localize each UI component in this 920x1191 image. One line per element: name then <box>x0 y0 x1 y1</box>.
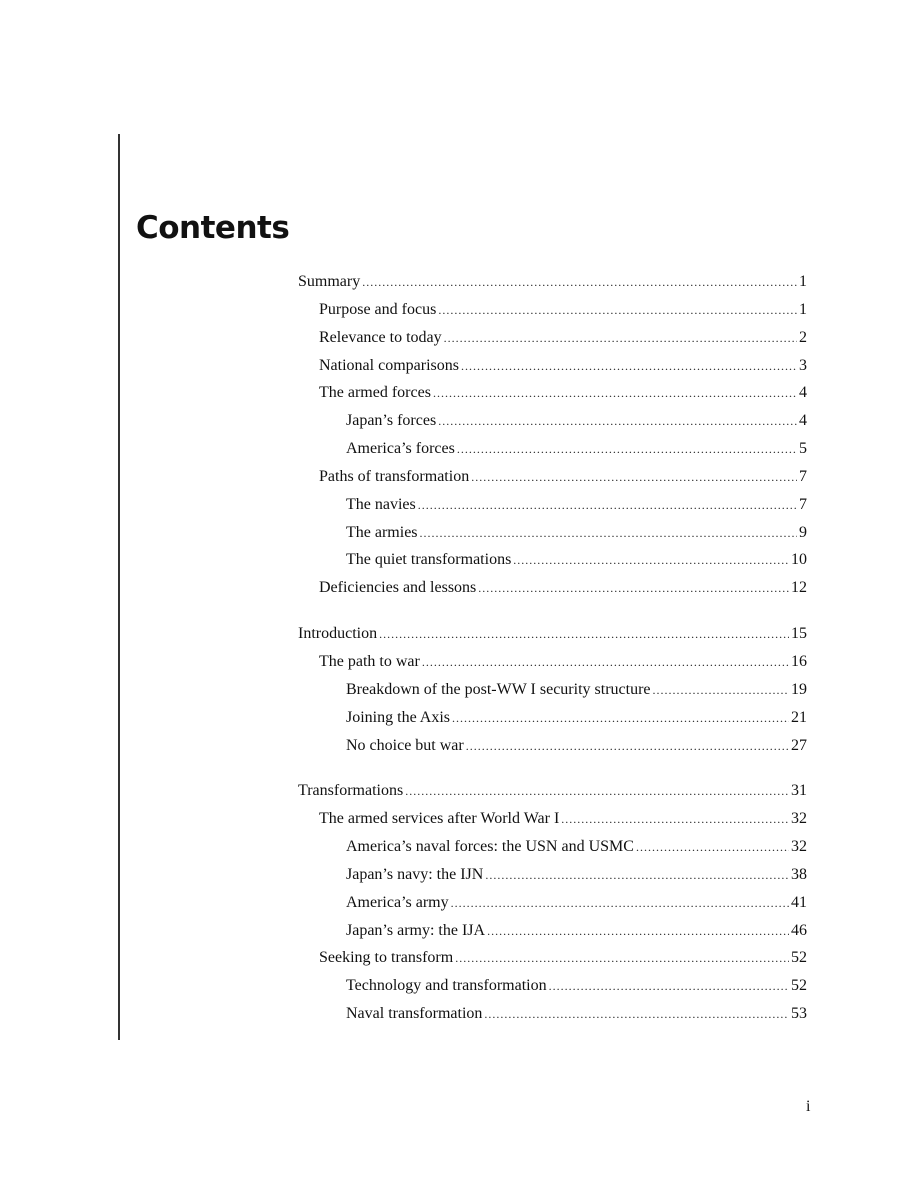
toc-entry-label: Japan’s army: the IJA <box>346 921 486 939</box>
toc-entry[interactable] <box>298 917 807 945</box>
dot-leader <box>420 520 797 548</box>
dot-leader <box>485 862 789 890</box>
toc-entry-page: 7 <box>799 467 807 485</box>
toc-entry-page: 52 <box>791 949 807 967</box>
toc-entry-page: 4 <box>799 412 807 430</box>
toc-entry[interactable] <box>298 833 807 861</box>
toc-entry-label: Summary <box>298 273 361 290</box>
toc-entry[interactable] <box>298 777 807 805</box>
toc-entry-label: America’s naval forces: the USN and USMC <box>346 838 634 856</box>
toc-entry-label: America’s army <box>346 893 449 911</box>
table-of-contents <box>298 268 807 1028</box>
toc-entry-label: Purpose and focus <box>319 300 437 318</box>
toc-entry[interactable] <box>298 620 807 648</box>
toc-entry-label: Technology and transformation <box>346 977 547 995</box>
toc-entry[interactable] <box>298 268 807 296</box>
dot-leader <box>478 575 789 603</box>
toc-entry-page: 27 <box>791 736 807 754</box>
dot-leader <box>636 834 789 862</box>
dot-leader <box>471 464 797 492</box>
toc-entry-label: America’s forces <box>346 440 455 458</box>
toc-entry-label: Seeking to transform <box>319 949 454 967</box>
toc-entry[interactable] <box>298 491 807 519</box>
toc-entry[interactable] <box>298 889 807 917</box>
toc-entry[interactable] <box>298 704 807 732</box>
toc-entry-page: 15 <box>791 625 807 643</box>
dot-leader <box>452 705 789 733</box>
dot-leader <box>422 649 789 677</box>
toc-entry-page: 46 <box>791 921 807 939</box>
dot-leader <box>438 297 797 325</box>
toc-entry[interactable] <box>298 861 807 889</box>
toc-entry-label: Joining the Axis <box>346 708 451 726</box>
toc-entry-page: 19 <box>791 680 807 698</box>
page-title: Contents <box>136 210 290 246</box>
dot-leader <box>466 733 789 761</box>
toc-entry-page: 41 <box>791 893 807 911</box>
toc-entry-label: The armed forces <box>319 384 431 402</box>
dot-leader <box>379 621 789 649</box>
dot-leader <box>438 408 797 436</box>
toc-entry-label: The armed services after World War I <box>319 810 560 828</box>
dot-leader <box>561 806 789 834</box>
toc-entry[interactable] <box>298 435 807 463</box>
toc-entry-page: 53 <box>791 1005 807 1023</box>
dot-leader <box>418 492 797 520</box>
toc-entry-label: Relevance to today <box>319 328 442 346</box>
toc-entry-label: Japan’s forces <box>346 412 437 430</box>
toc-entry-page: 31 <box>791 782 807 800</box>
toc-entry-page: 32 <box>791 838 807 856</box>
toc-section <box>298 620 807 759</box>
toc-entry[interactable] <box>298 324 807 352</box>
dot-leader <box>457 436 797 464</box>
toc-entry[interactable] <box>298 463 807 491</box>
toc-entry[interactable] <box>298 676 807 704</box>
dot-leader <box>549 973 789 1001</box>
toc-entry-page: 4 <box>799 384 807 402</box>
toc-entry-label: Paths of transformation <box>319 467 470 485</box>
dot-leader <box>653 677 790 705</box>
dot-leader <box>461 353 797 381</box>
toc-entry[interactable] <box>298 574 807 602</box>
toc-entry[interactable] <box>298 407 807 435</box>
toc-entry[interactable] <box>298 1000 807 1028</box>
toc-entry-page: 5 <box>799 440 807 458</box>
toc-section <box>298 268 807 602</box>
toc-entry-label: Breakdown of the post-WW I security structure <box>346 680 651 698</box>
toc-entry-page: 52 <box>791 977 807 995</box>
toc-entry-page: 10 <box>791 551 807 569</box>
margin-rule <box>118 134 120 1040</box>
toc-entry[interactable] <box>298 805 807 833</box>
dot-leader <box>513 547 789 575</box>
toc-entry-label: Japan’s navy: the IJN <box>346 865 484 883</box>
toc-entry-label: The quiet transformations <box>346 551 512 569</box>
dot-leader <box>405 778 789 806</box>
toc-entry-page: 21 <box>791 708 807 726</box>
toc-entry[interactable] <box>298 379 807 407</box>
toc-entry-page: 9 <box>799 523 807 541</box>
toc-entry-label: National comparisons <box>319 356 459 374</box>
dot-leader <box>455 945 789 973</box>
toc-entry-page: 1 <box>799 273 807 290</box>
toc-entry[interactable] <box>298 972 807 1000</box>
page-number: i <box>806 1098 811 1115</box>
toc-entry-page: 12 <box>791 579 807 597</box>
dot-leader <box>487 918 789 946</box>
toc-entry-label: No choice but war <box>346 736 464 754</box>
dot-leader <box>451 890 789 918</box>
toc-entry[interactable] <box>298 296 807 324</box>
toc-entry-label: The armies <box>346 523 418 541</box>
toc-entry-label: Introduction <box>298 625 378 643</box>
toc-entry-label: Naval transformation <box>346 1005 483 1023</box>
dot-leader <box>444 325 797 353</box>
toc-entry-label: The navies <box>346 495 416 513</box>
toc-section <box>298 777 807 1028</box>
toc-entry-page: 16 <box>791 652 807 670</box>
dot-leader <box>484 1001 789 1029</box>
toc-entry[interactable] <box>298 732 807 760</box>
toc-entry[interactable] <box>298 352 807 380</box>
toc-entry-page: 32 <box>791 810 807 828</box>
toc-entry[interactable] <box>298 944 807 972</box>
toc-entry-page: 2 <box>799 328 807 346</box>
dot-leader <box>433 380 797 408</box>
toc-entry-page: 38 <box>791 865 807 883</box>
toc-entry-page: 3 <box>799 356 807 374</box>
toc-entry[interactable] <box>298 546 807 574</box>
toc-entry-page: 1 <box>799 300 807 318</box>
toc-entry-label: Deficiencies and lessons <box>319 579 477 597</box>
toc-entry-label: The path to war <box>319 652 420 670</box>
toc-entry[interactable] <box>298 519 807 547</box>
toc-entry-page: 7 <box>799 495 807 513</box>
toc-entry-label: Transformations <box>298 782 404 800</box>
dot-leader <box>362 269 797 297</box>
toc-entry[interactable] <box>298 648 807 676</box>
